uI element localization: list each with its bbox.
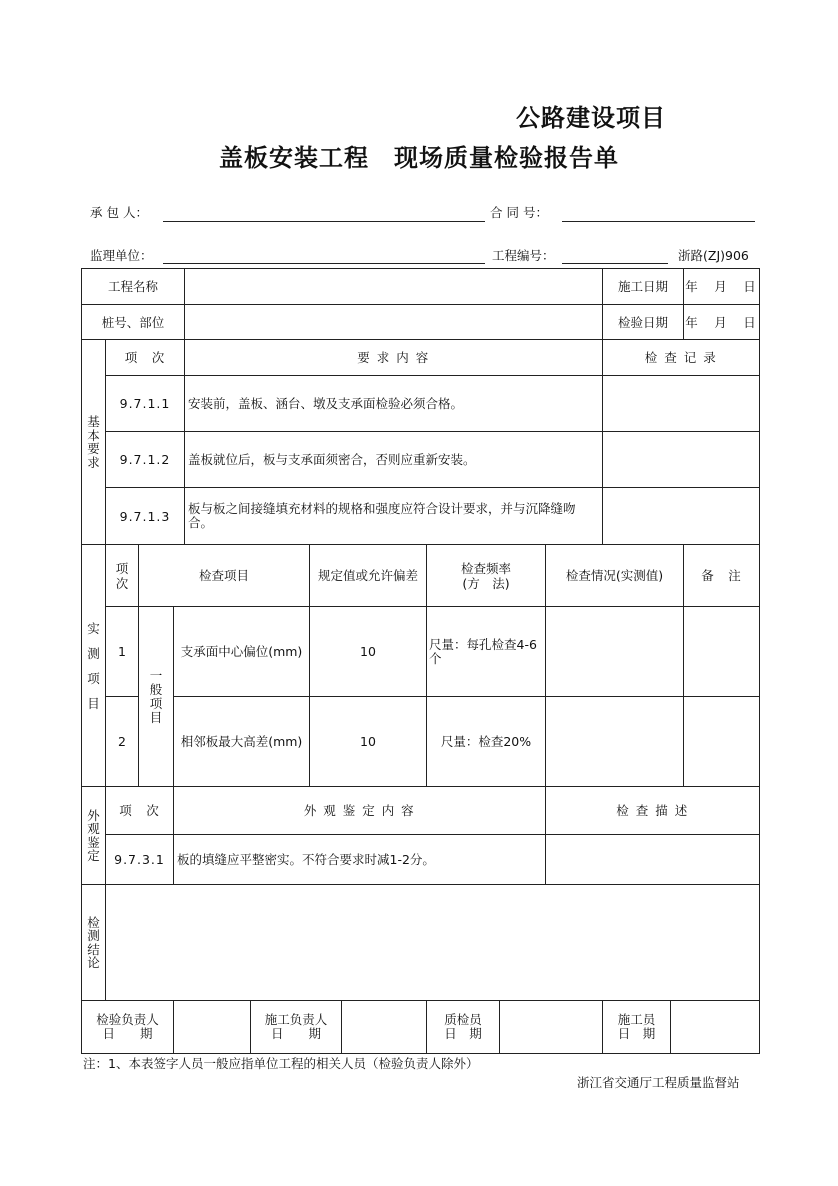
- measured-header-method: (方 法): [462, 575, 510, 591]
- appearance-row-description-cell: [545, 834, 760, 885]
- measured-header-frequency: 检查频率: [460, 560, 511, 576]
- signature-date-label: 日 期: [102, 1026, 153, 1041]
- station-value-cell: [184, 304, 603, 340]
- measured-row-remark-cell: [683, 606, 760, 697]
- signature-role: 质检员: [444, 1012, 482, 1027]
- form-title: 盖板安装工程 现场质量检验报告单: [219, 144, 619, 172]
- basic-requirements-section-label: 基本要求: [87, 414, 100, 470]
- measured-header-spec-cell: [309, 544, 427, 607]
- footer-note: 注：1、本表签字人员一般应指单位工程的相关人员（检验负责人除外）: [83, 1056, 479, 1071]
- measured-items-section-label: 实测项目: [87, 620, 100, 711]
- signature-constructor-value-cell: [670, 1000, 760, 1054]
- signature-quality-inspector-value-cell: [499, 1000, 603, 1054]
- project-no-label: 工程编号：: [492, 248, 555, 263]
- basic-row-item: 9.7.1.3: [119, 508, 171, 524]
- appearance-row-content-cell: [173, 834, 546, 885]
- appearance-header-description-cell: [545, 786, 760, 835]
- contractor-underline: [163, 221, 485, 222]
- project-name-label-cell: [81, 268, 185, 305]
- measured-row-check-item: 相邻板最大高差(mm): [180, 734, 303, 749]
- supervisor-label: 监理单位：: [90, 248, 153, 263]
- measured-row-spec: 10: [360, 644, 376, 659]
- appearance-header-content: 外 观 鉴 定 内 容: [303, 803, 416, 818]
- measured-row-result-cell: [545, 606, 684, 697]
- project-name-label: 工程名称: [107, 279, 158, 294]
- measured-row-result-cell: [545, 696, 684, 787]
- measured-row-spec-cell: [309, 696, 427, 787]
- measured-row-spec-cell: [309, 606, 427, 697]
- measured-header-check-item-cell: [138, 544, 310, 607]
- basic-row-content: 盖板就位后，板与支承面须密合，否则应重新安装。: [188, 452, 476, 467]
- appearance-section-label: 外观鉴定: [87, 807, 100, 863]
- measured-row-frequency: 尺量：每孔检查4-6个: [429, 636, 537, 666]
- measured-header-spec: 规定值或允许偏差: [317, 568, 418, 583]
- measured-row-frequency: 尺量：检查20%: [440, 734, 532, 749]
- appearance-row-content: 板的填缝应平整密实。不符合要求时减1-2分。: [177, 852, 435, 867]
- measured-row-frequency-cell: [426, 696, 546, 787]
- signature-date-label: 日 期: [270, 1026, 321, 1041]
- appearance-header-item: 项 次: [119, 803, 160, 818]
- signature-date-label: 日 期: [444, 1026, 482, 1041]
- basic-row-item: 9.7.1.1: [119, 396, 171, 411]
- conclusion-content-cell: [105, 884, 760, 1001]
- measured-items-section-cell: [81, 544, 106, 787]
- basic-header-content-cell: [184, 339, 603, 376]
- measured-header-frequency-cell: [426, 544, 546, 607]
- appearance-section-cell: [81, 786, 106, 885]
- signature-constructor-label-cell: [602, 1000, 671, 1054]
- measured-header-remark-cell: [683, 544, 760, 607]
- project-title: 公路建设项目: [516, 104, 666, 132]
- inspection-date-label-cell: [602, 304, 684, 340]
- basic-row-record-cell: [602, 487, 760, 545]
- measured-row-item: 2: [118, 734, 126, 749]
- conclusion-section-cell: [81, 884, 106, 1001]
- signature-inspection-lead-label-cell: [81, 1000, 174, 1054]
- construction-date-value-cell: [683, 268, 760, 305]
- inspection-date-value: 年 月 日: [685, 314, 758, 330]
- measured-row-frequency-cell: [426, 606, 546, 697]
- construction-date-value: 年 月 日: [685, 279, 758, 294]
- measured-group-cell: [138, 606, 174, 787]
- measured-header-frequency-stack: [461, 561, 511, 591]
- construction-date-label: 施工日期: [617, 279, 668, 294]
- appearance-header-content-cell: [173, 786, 546, 835]
- construction-date-label-cell: [602, 268, 684, 305]
- measured-header-result: 检查情况(实测值): [565, 568, 664, 583]
- signature-construction-lead-label-cell: [250, 1000, 342, 1054]
- measured-row-remark-cell: [683, 696, 760, 787]
- appearance-row-item: 9.7.3.1: [114, 852, 165, 867]
- basic-header-record: 检 查 记 录: [644, 350, 718, 365]
- project-name-value-cell: [184, 268, 603, 305]
- measured-header-check-item: 检查项目: [198, 568, 249, 583]
- basic-header-item: 项 次: [124, 350, 166, 365]
- measured-row-spec: 10: [360, 734, 376, 749]
- basic-header-content: 要 求 内 容: [357, 350, 430, 365]
- basic-row-content-cell: [184, 431, 603, 488]
- signature-quality-inspector-stack: [444, 1013, 482, 1041]
- basic-row-content-cell: [184, 375, 603, 432]
- appearance-row-item-cell: [105, 834, 174, 885]
- station-label-cell: [81, 304, 185, 340]
- basic-row-item: 9.7.1.2: [119, 452, 171, 467]
- basic-row-record-cell: [602, 431, 760, 488]
- measured-header-item: 项次: [115, 560, 129, 591]
- basic-row-content: 安装前，盖板、涵台、墩及支承面检验必须合格。: [188, 396, 464, 411]
- basic-row-content-cell: [184, 487, 603, 545]
- basic-row-record-cell: [602, 375, 760, 432]
- signature-construction-lead-value-cell: [341, 1000, 427, 1054]
- conclusion-section-label: 检测结论: [87, 914, 100, 970]
- basic-requirements-section-cell: [81, 339, 106, 545]
- measured-header-item-cell: [105, 544, 139, 607]
- basic-row-item-cell: [105, 487, 185, 545]
- basic-header-record-cell: [602, 339, 760, 376]
- contract-no-underline: [562, 221, 755, 222]
- measured-row-check-item: 支承面中心偏位(mm): [180, 644, 303, 659]
- inspection-date-label: 检验日期: [617, 314, 668, 330]
- signature-role: 施工员: [617, 1012, 656, 1027]
- contractor-label: 承 包 人：: [90, 205, 148, 220]
- measured-row-check-item-cell: [173, 696, 310, 787]
- basic-row-item-cell: [105, 375, 185, 432]
- appearance-header-description: 检 查 描 述: [616, 803, 689, 818]
- supervisor-underline: [163, 263, 485, 264]
- basic-row-item-cell: [105, 431, 185, 488]
- measured-row-item: 1: [118, 644, 126, 659]
- signature-constructor-stack: [618, 1013, 656, 1041]
- inspection-date-value-cell: [683, 304, 760, 340]
- signature-inspection-lead-stack: [96, 1013, 159, 1041]
- signature-date-label: 日 期: [617, 1026, 656, 1041]
- measured-row-check-item-cell: [173, 606, 310, 697]
- measured-header-result-cell: [545, 544, 684, 607]
- form-code: 浙路(ZJ)906: [678, 248, 749, 263]
- signature-role: 检验负责人: [96, 1012, 159, 1027]
- basic-row-content: 板与板之间接缝填充材料的规格和强度应符合设计要求，并与沉降缝吻合。: [188, 501, 576, 530]
- measured-header-remark: 备 注: [701, 568, 742, 583]
- project-no-underline: [562, 263, 668, 264]
- signature-construction-lead-stack: [265, 1013, 328, 1041]
- signature-quality-inspector-label-cell: [426, 1000, 500, 1054]
- footer-issuer: 浙江省交通厅工程质量监督站: [577, 1075, 740, 1090]
- measured-row-item-cell: [105, 606, 139, 697]
- signature-inspection-lead-value-cell: [173, 1000, 251, 1054]
- appearance-header-item-cell: [105, 786, 174, 835]
- measured-row-item-cell: [105, 696, 139, 787]
- contract-no-label: 合 同 号：: [490, 205, 548, 220]
- measured-group-label: 一般项目: [149, 667, 163, 725]
- station-label: 桩号、部位: [101, 314, 165, 330]
- basic-header-item-cell: [105, 339, 185, 376]
- signature-role: 施工负责人: [264, 1012, 328, 1027]
